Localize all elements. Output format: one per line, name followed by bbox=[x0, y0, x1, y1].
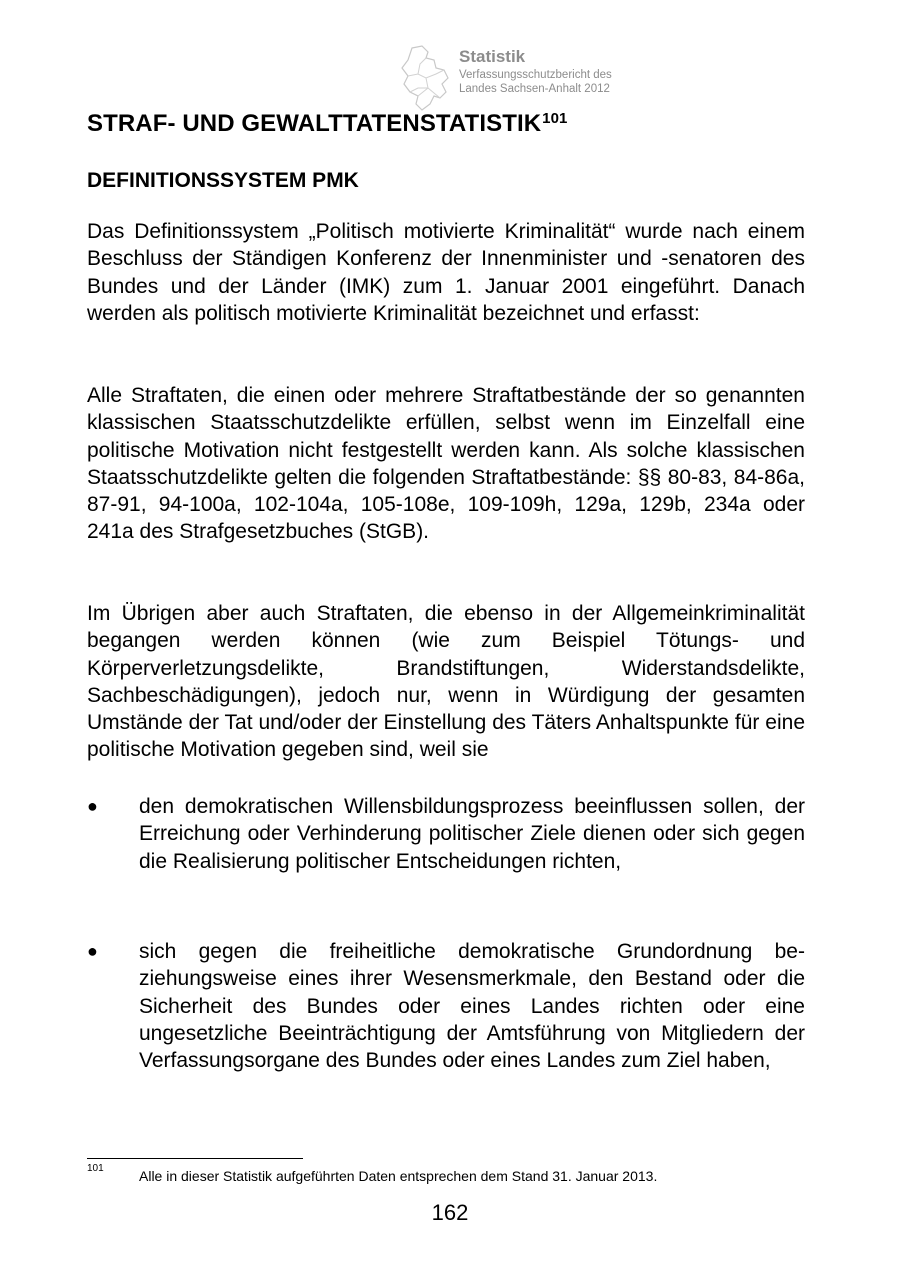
footnote-number: 101 bbox=[87, 1163, 104, 1174]
section-heading: DEFINITIONSSYSTEM PMK bbox=[87, 169, 359, 192]
list-item-text: sich gegen die freiheitliche demokratische Grundordnung beziehungsweise eines ihrer Wesensmerkmale, den Bestand oder die Sicherheit des Bundes oder eines Landes richten oder eine ungesetzliche Beeinträchtigung der Amtsführung von Mitgliedern der Verfassungsorgane des Bundes oder eines Landes zum Ziel haben, bbox=[139, 940, 805, 1073]
paragraph-general-crime: Im Übrigen aber auch Straftaten, die ebenso in der Allgemeinkriminalität begangen werden können (wie zum Beispiel Tötungs- und Körperverletzungsdelikte, Brandstiftungen, Widerstandsdelikte, Sachbeschädigungen), jedoch nur, wenn in Würdigung der gesamten Umstände der Tat und/oder der Einstellung des Täters Anhaltspunkte für eine politische Motivation gegeben sind, weil sie bbox=[87, 602, 805, 762]
paragraph-classic-offenses: Alle Straftaten, die einen oder mehrere Straftatbestände der so genannten klassischen Staatsschutzdelikte erfüllen, selbst wenn im Einzelfall eine politische Motivation nicht festgestellt werden kann. Als solche klassischen Staatsschutzdelikte gelten die folgenden Straftatbestände: §§ 80-83, 84-86a, 87-91, 94-100a, 102-104a, 105-108e, 109-109h, 129a, 129b, 234a oder 241a des Strafgesetzbuches (StGB). bbox=[87, 384, 805, 544]
running-header bbox=[398, 44, 638, 114]
footnote-divider bbox=[87, 1158, 303, 1159]
header-title: Statistik bbox=[459, 47, 526, 66]
header-subtitle-line2: Landes Sachsen-Anhalt 2012 bbox=[459, 83, 610, 95]
footnote-reference[interactable]: 101 bbox=[542, 110, 568, 127]
page-number: 162 bbox=[431, 1200, 469, 1225]
saxony-anhalt-map-icon bbox=[398, 44, 458, 114]
list-item-text: den demokratischen Willensbildungsprozess beeinflussen sollen, der Erreichung oder Verhinderung politischer Ziele dienen oder sich gegen die Realisierung politischer Entscheidungen richten, bbox=[139, 795, 805, 873]
footnote-text: Alle in dieser Statistik aufgeführten Daten entsprechen dem Stand 31. Januar 2013. bbox=[139, 1168, 658, 1184]
bullet-icon: ● bbox=[87, 941, 98, 961]
page-title-text: STRAF- UND GEWALTTATENSTATISTIK bbox=[87, 110, 542, 137]
bullet-icon: ● bbox=[87, 796, 98, 816]
page-title bbox=[87, 110, 567, 138]
header-subtitle-line1: Verfassungsschutzbericht des bbox=[459, 69, 612, 81]
paragraph-intro: Das Definitionssystem „Politisch motivierte Kriminalität“ wurde nach einem Beschluss der Ständigen Konferenz der Innenminister und -senatoren des Bundes und der Länder (IMK) zum 1. Januar 2001 eingeführt. Danach werden als politisch motivierte Kriminalität bezeichnet und erfasst: bbox=[87, 220, 805, 325]
